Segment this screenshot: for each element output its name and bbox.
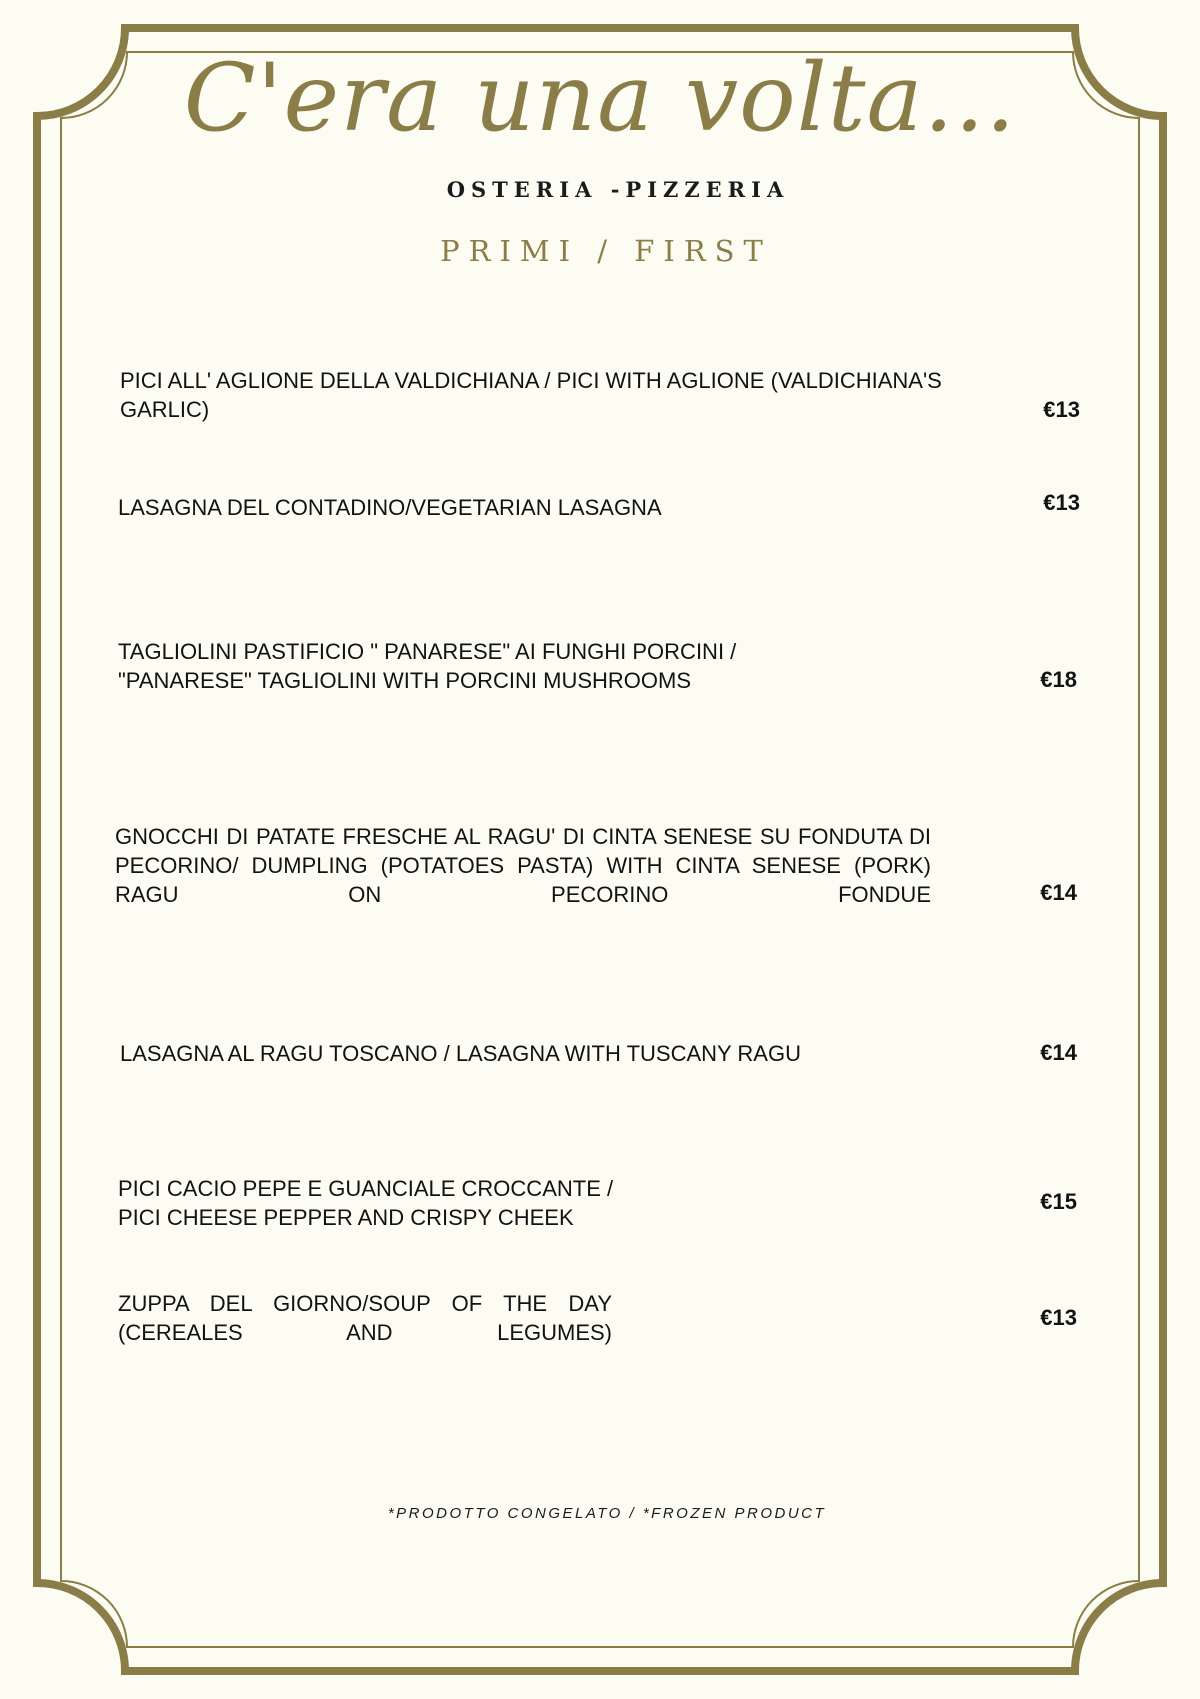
menu-item-name: PICI ALL' AGLIONE DELLA VALDICHIANA / PICI WITH AGLIONE (VALDICHIANA'S GARLIC) [120,368,942,422]
menu-item-price: €15 [1040,1189,1077,1214]
menu-item-price: €13 [1040,1305,1077,1330]
footnote: *PRODOTTO CONGELATO / *FROZEN PRODUCT [387,1505,827,1522]
restaurant-name: C'era una volta... [183,44,1017,153]
menu-item-name: GNOCCHI DI PATATE FRESCHE AL RAGU' DI CINTA SENESE SU FONDUTA DI PECORINO/ DUMPLING (POTATOES PASTA) WITH CINTA SENESE (PORK) RAGU ON PECORINO FONDUE [115,824,931,907]
menu-item-name: PICI CACIO PEPE E GUANCIALE CROCCANTE / PICI CHEESE PEPPER AND CRISPY CHEEK [118,1176,614,1230]
menu-item-price: €13 [1043,490,1080,515]
menu-item-price: €14 [1040,880,1077,905]
section-title: PRIMI / FIRST [440,234,772,268]
menu-item-price: €18 [1040,667,1077,692]
restaurant-subtitle: OSTERIA -PIZZERIA [446,177,790,202]
menu-item-name: TAGLIOLINI PASTIFICIO " PANARESE" AI FUNGHI PORCINI / "PANARESE" TAGLIOLINI WITH PORCINI MUSHROOMS [118,639,737,693]
menu-item-price: €14 [1040,1040,1077,1065]
menu-item-price: €13 [1043,397,1080,422]
menu-item-name: ZUPPA DEL GIORNO/SOUP OF THE DAY (CEREALES AND LEGUMES) [118,1291,612,1345]
menu-item-name: LASAGNA DEL CONTADINO/VEGETARIAN LASAGNA [118,495,662,520]
menu-item-name: LASAGNA AL RAGU TOSCANO / LASAGNA WITH TUSCANY RAGU [120,1041,801,1066]
